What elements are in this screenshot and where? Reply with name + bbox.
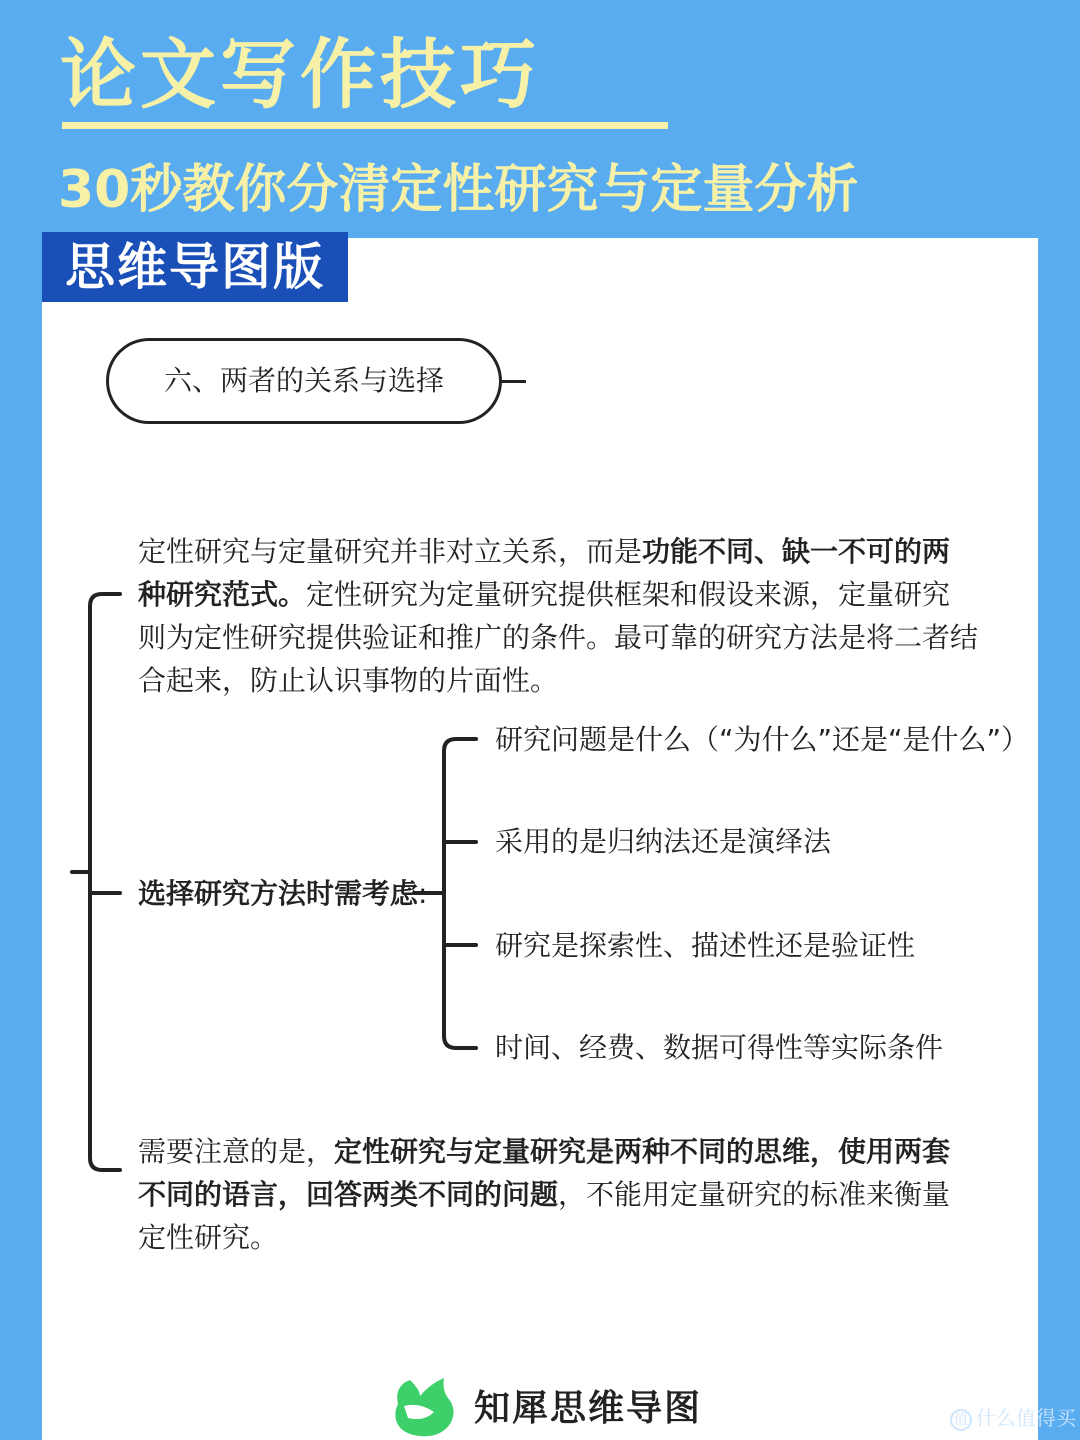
choose-label: 选择研究方法时需考虑 <box>138 877 419 910</box>
rhino-logo-icon <box>390 1376 460 1438</box>
note-paragraph <box>138 1130 978 1259</box>
root-node[interactable]: 六、两者的关系与选择 <box>106 338 502 424</box>
page-title: 论文写作技巧 <box>60 30 540 119</box>
relationship-paragraph <box>138 530 978 702</box>
watermark-text: 什么值得买 <box>976 1406 1076 1430</box>
leaf-node[interactable]: 研究问题是什么（“为什么”还是“是什么”） <box>495 723 1030 756</box>
watermark-icon: 值 <box>950 1409 972 1431</box>
leaf-node[interactable]: 研究是探索性、描述性还是验证性 <box>495 929 916 962</box>
note-bold: 定性研究与定量研究是两种不同的思维，使用两套不同的语言，回答两类不同的问题 <box>138 1135 951 1211</box>
leaf-node[interactable]: 采用的是归纳法还是演绎法 <box>495 825 832 858</box>
version-badge: 思维导图版 <box>42 232 348 302</box>
relationship-bold: 功能不同、缺一不可的两种研究范式。 <box>138 535 951 611</box>
relationship-text-2: 定性研究为定量研究提供框架和假设来源，定量研究则为定性研究提供验证和推广的条件。最可靠的研究方法是将二者结合起来，防止认识事物的片面性。 <box>138 578 979 697</box>
relationship-text-1: 定性研究与定量研究并非对立关系，而是 <box>138 535 643 568</box>
leaf-node[interactable]: 时间、经费、数据可得性等实际条件 <box>495 1031 944 1064</box>
main-bracket <box>90 594 120 1170</box>
choose-colon: : <box>418 877 428 910</box>
choose-node[interactable] <box>138 872 427 915</box>
note-text-2: ，不能用定量研究的标准来衡量定性研究。 <box>138 1178 951 1254</box>
watermark <box>950 1402 1076 1434</box>
sub-bracket <box>444 739 476 1048</box>
page-subtitle: 30秒教你分清定性研究与定量分析 <box>58 160 859 220</box>
note-text-1: 需要注意的是， <box>138 1135 335 1168</box>
brand-name: 知犀思维导图 <box>474 1388 703 1429</box>
